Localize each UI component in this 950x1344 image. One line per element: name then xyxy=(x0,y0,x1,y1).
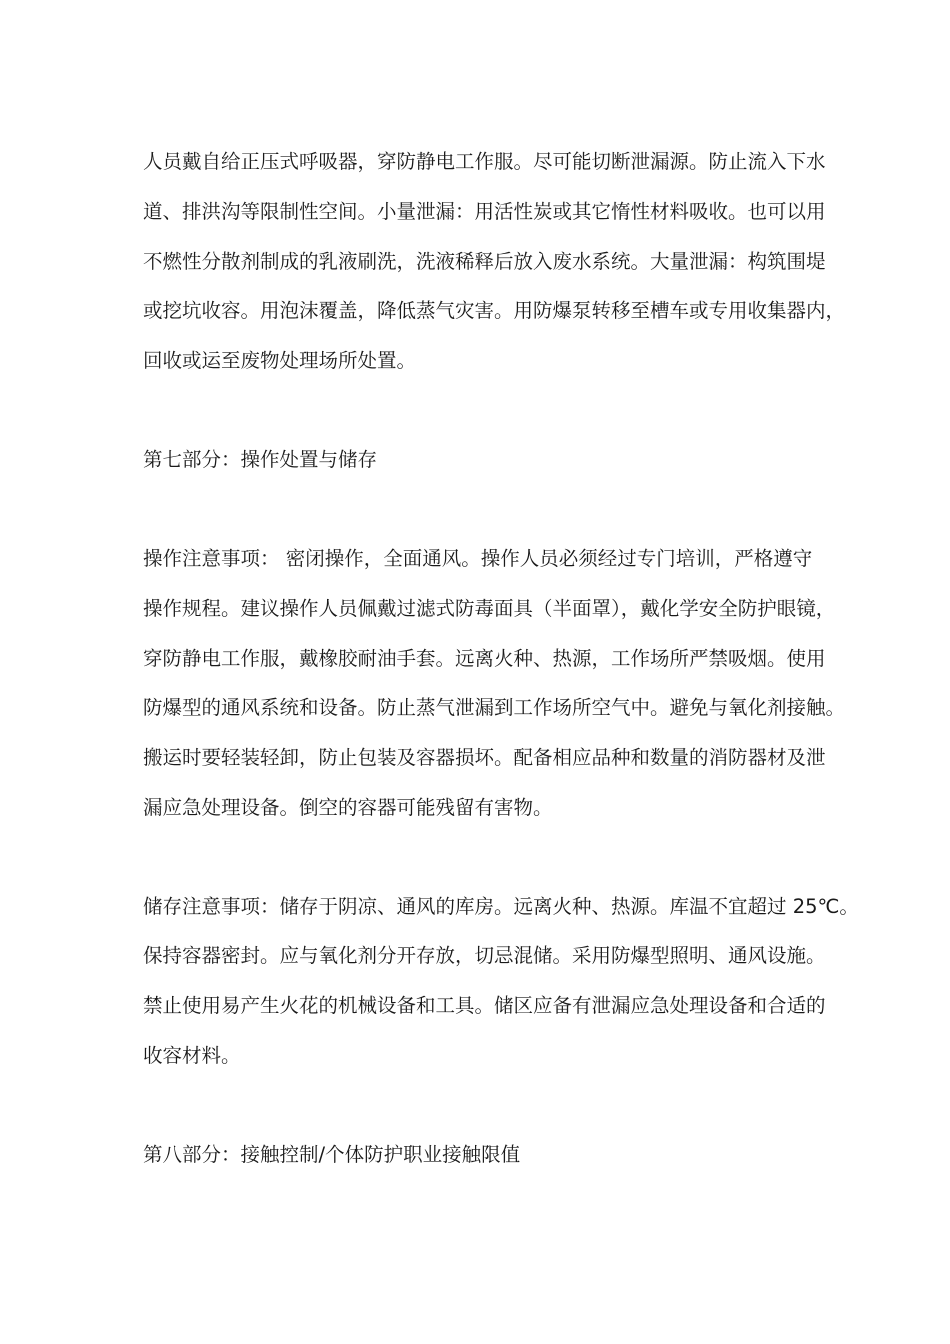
paragraph-line: 操作规程。建议操作人员佩戴过滤式防毒面具（半面罩），戴化学安全防护眼镜， xyxy=(143,597,836,620)
section-heading: 第七部分：操作处置与储存 xyxy=(143,448,378,471)
paragraph-line: 收容材料。 xyxy=(143,1044,241,1067)
paragraph-line: 操作注意事项： 密闭操作，全面通风。操作人员必须经过专门培训，严格遵守 xyxy=(143,547,813,570)
paragraph-line: 或挖坑收容。用泡沫覆盖，降低蒸气灾害。用防爆泵转移至槽车或专用收集器内， xyxy=(143,299,846,322)
paragraph-line: 禁止使用易产生火花的机械设备和工具。储区应备有泄漏应急处理设备和合适的 xyxy=(143,994,826,1017)
paragraph-line: 穿防静电工作服，戴橡胶耐油手套。远离火种、热源，工作场所严禁吸烟。使用 xyxy=(143,647,826,670)
section-heading: 第八部分：接触控制/个体防护职业接触限值 xyxy=(143,1143,521,1166)
paragraph-line: 回收或运至废物处理场所处置。 xyxy=(143,349,417,372)
paragraph-line: 储存注意事项：储存于阴凉、通风的库房。远离火种、热源。库温不宜超过 25℃。 xyxy=(143,895,859,918)
paragraph-line: 不燃性分散剂制成的乳液刷洗，洗液稀释后放入废水系统。大量泄漏：构筑围堤 xyxy=(143,250,826,273)
paragraph-line: 保持容器密封。应与氧化剂分开存放，切忌混储。采用防爆型照明、通风设施。 xyxy=(143,944,826,967)
paragraph-line: 人员戴自给正压式呼吸器，穿防静电工作服。尽可能切断泄漏源。防止流入下水 xyxy=(143,150,826,173)
paragraph-line: 漏应急处理设备。倒空的容器可能残留有害物。 xyxy=(143,796,553,819)
paragraph-line: 搬运时要轻装轻卸，防止包装及容器损坏。配备相应品种和数量的消防器材及泄 xyxy=(143,746,826,769)
paragraph-line: 防爆型的通风系统和设备。防止蒸气泄漏到工作场所空气中。避免与氧化剂接触。 xyxy=(143,696,846,719)
paragraph-line: 道、排洪沟等限制性空间。小量泄漏：用活性炭或其它惰性材料吸收。也可以用 xyxy=(143,200,826,223)
